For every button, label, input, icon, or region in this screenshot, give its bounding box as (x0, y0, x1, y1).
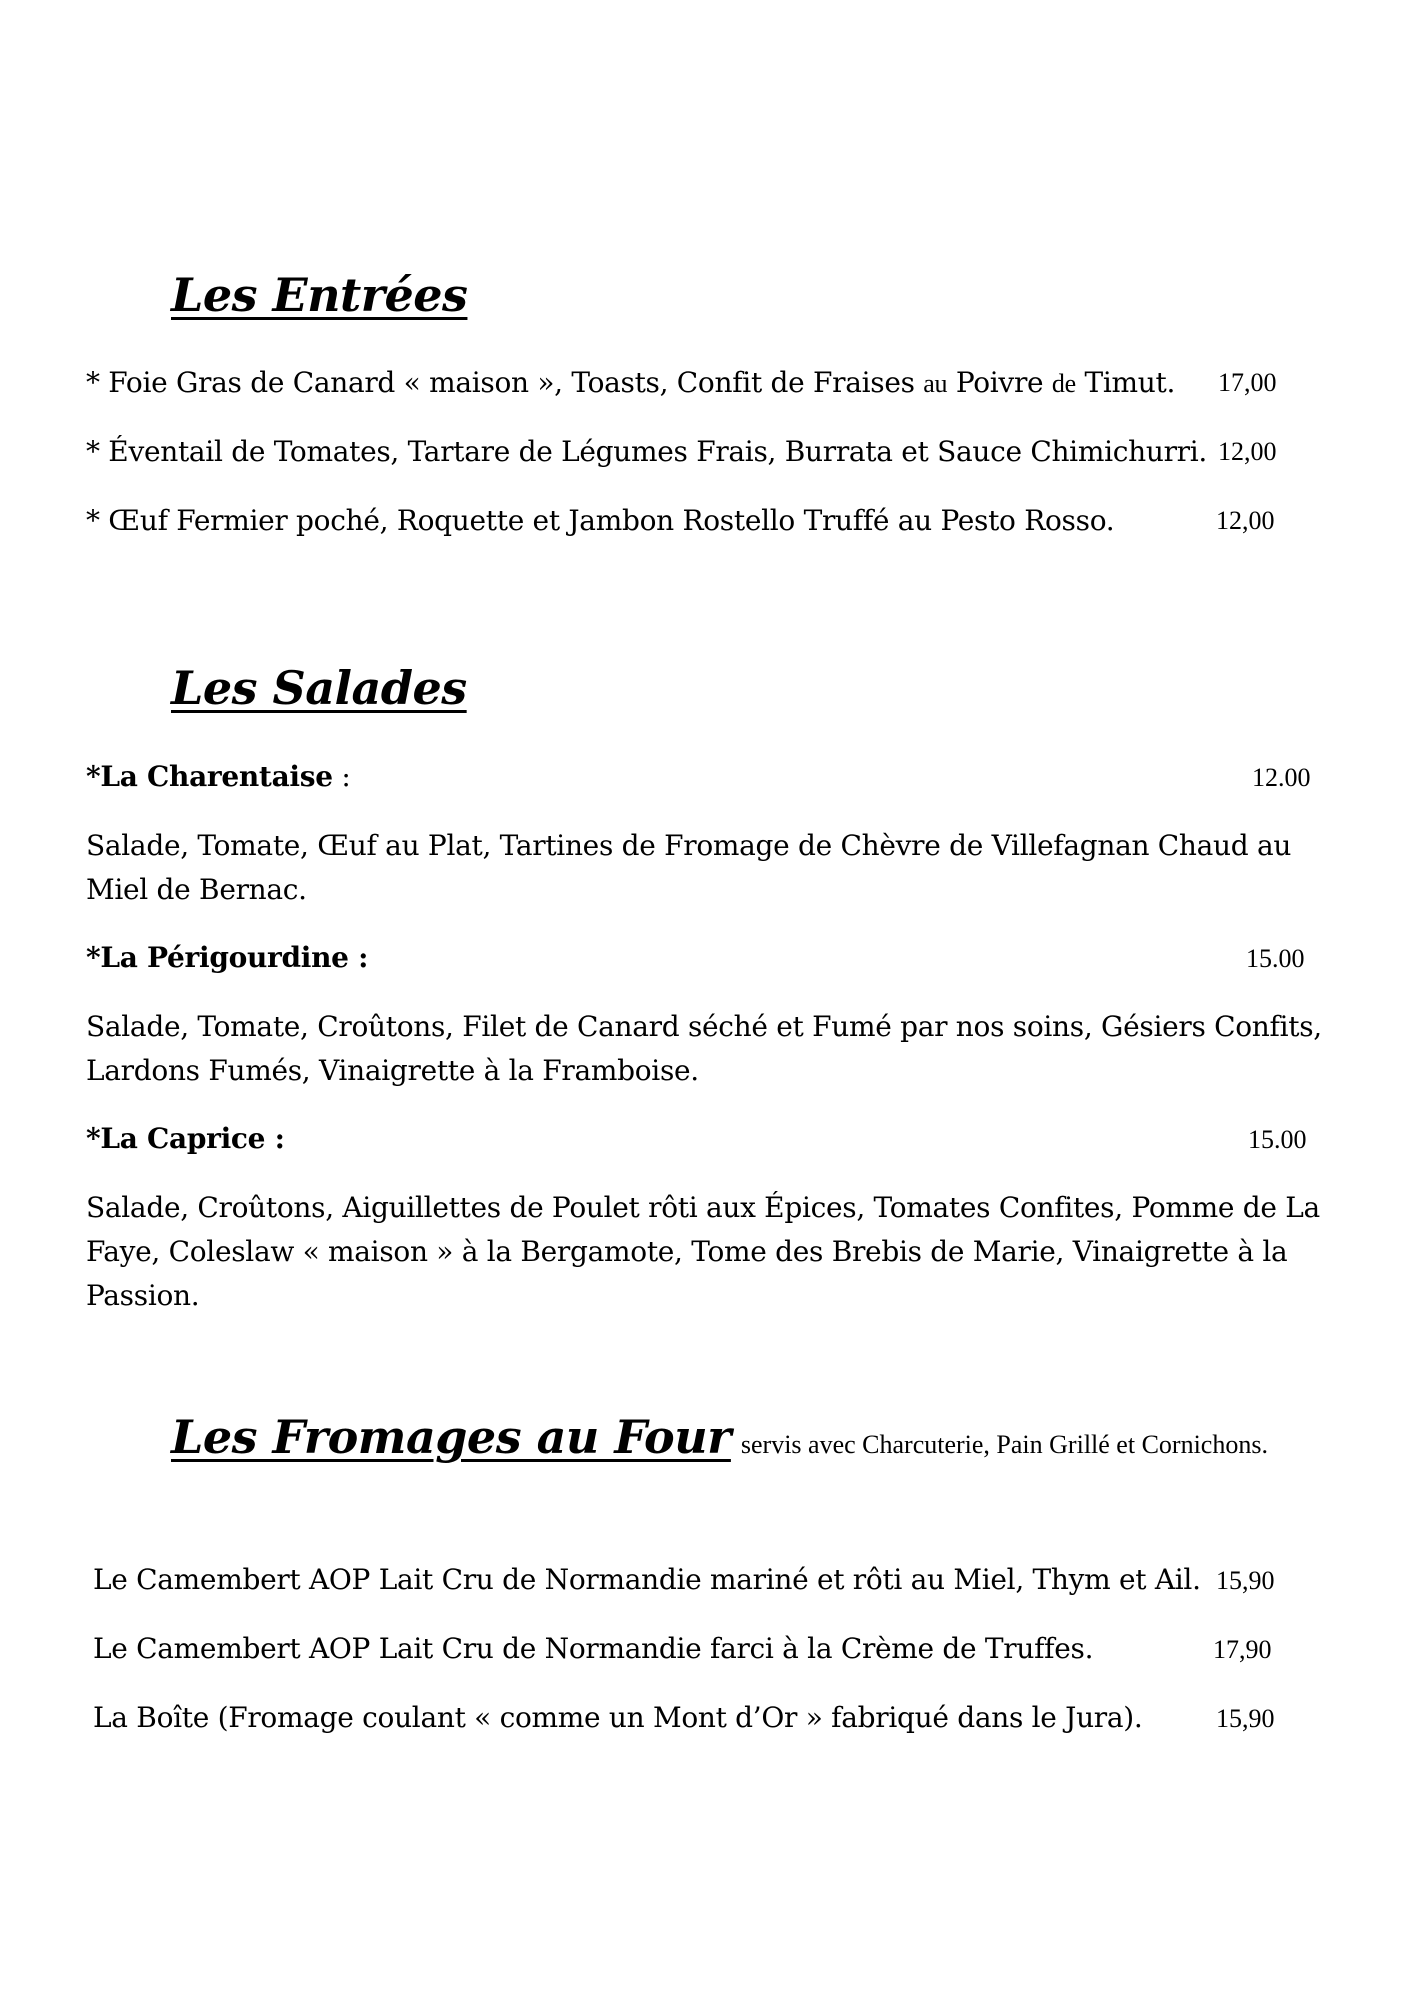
menu-item-camembert-truffes (93, 1632, 1093, 1665)
menu-item-price: 15,90 (1216, 1704, 1275, 1733)
salad-name-charentaise (86, 760, 350, 793)
menu-item-la-boite (93, 1701, 1143, 1734)
salad-description: Salade, Tomate, Croûtons, Filet de Canard séché et Fumé par nos soins, Gésiers Confits, Lardons Fumés, Vinaigrette à la Framboise. (86, 1010, 1322, 1087)
salad-name: La Périgourdine : (100, 941, 369, 974)
menu-item-text: Le Camembert AOP Lait Cru de Normandie mariné et rôti au Miel, Thym et Ail. (93, 1563, 1201, 1596)
salad-star: * (86, 941, 101, 974)
section-subtitle: servis avec Charcuterie, Pain Grillé et Cornichons. (740, 1430, 1268, 1459)
menu-item-text-small: de (1051, 369, 1076, 398)
salad-description: Salade, Tomate, Œuf au Plat, Tartines de Fromage de Chèvre de Villefagnan Chaud au Miel de Bernac. (86, 829, 1292, 906)
menu-item-camembert-miel (93, 1563, 1201, 1596)
menu-item-foie-gras (86, 366, 1175, 399)
menu-item-text: * Foie Gras de Canard « maison », Toasts, Confit de Fraises (86, 366, 924, 399)
salad-name-perigourdine (86, 941, 368, 974)
salad-description: Salade, Croûtons, Aiguillettes de Poulet rôti aux Épices, Tomates Confites, Pomme de La Faye, Coleslaw « maison » à la Bergamote, Tome des Brebis de Marie, Vinaigrette à la Passion. (86, 1191, 1320, 1312)
menu-item-oeuf-fermier (86, 504, 1114, 537)
salad-price: 15.00 (1248, 1125, 1307, 1154)
menu-item-text: Le Camembert AOP Lait Cru de Normandie farci à la Crème de Truffes. (93, 1632, 1094, 1665)
menu-item-price: 12,00 (1218, 437, 1277, 466)
salad-price: 15.00 (1246, 944, 1305, 973)
menu-item-text: La Boîte (Fromage coulant « comme un Mont d’Or » fabriqué dans le Jura). (93, 1701, 1143, 1734)
salad-price: 12.00 (1252, 763, 1311, 792)
salad-name-caprice (86, 1122, 285, 1155)
section-title-salades: Les Salades (171, 661, 467, 715)
menu-item-text: * Éventail de Tomates, Tartare de Légumes Frais, Burrata et Sauce Chimichurri. (86, 435, 1208, 468)
menu-item-text: Poivre (947, 366, 1052, 399)
menu-item-price: 17,00 (1218, 368, 1277, 397)
salad-star: * (86, 1122, 101, 1155)
menu-item-price: 12,00 (1216, 506, 1275, 535)
salad-star: * (86, 760, 101, 793)
menu-item-text: * Œuf Fermier poché, Roquette et Jambon Rostello Truffé au Pesto Rosso. (86, 504, 1115, 537)
salad-colon: : (332, 760, 351, 793)
section-title-text: Les Fromages au Four (171, 1410, 731, 1464)
salad-name: La Charentaise (100, 760, 333, 793)
menu-item-text: Timut. (1075, 366, 1176, 399)
menu-item-price: 15,90 (1216, 1566, 1275, 1595)
menu-item-price: 17,90 (1213, 1635, 1272, 1664)
salad-name: La Caprice : (100, 1122, 285, 1155)
section-title-entrees: Les Entrées (171, 268, 468, 322)
menu-item-text-small: au (923, 369, 948, 398)
section-title-fromages (171, 1410, 1268, 1464)
menu-item-eventail-tomates (86, 435, 1207, 468)
